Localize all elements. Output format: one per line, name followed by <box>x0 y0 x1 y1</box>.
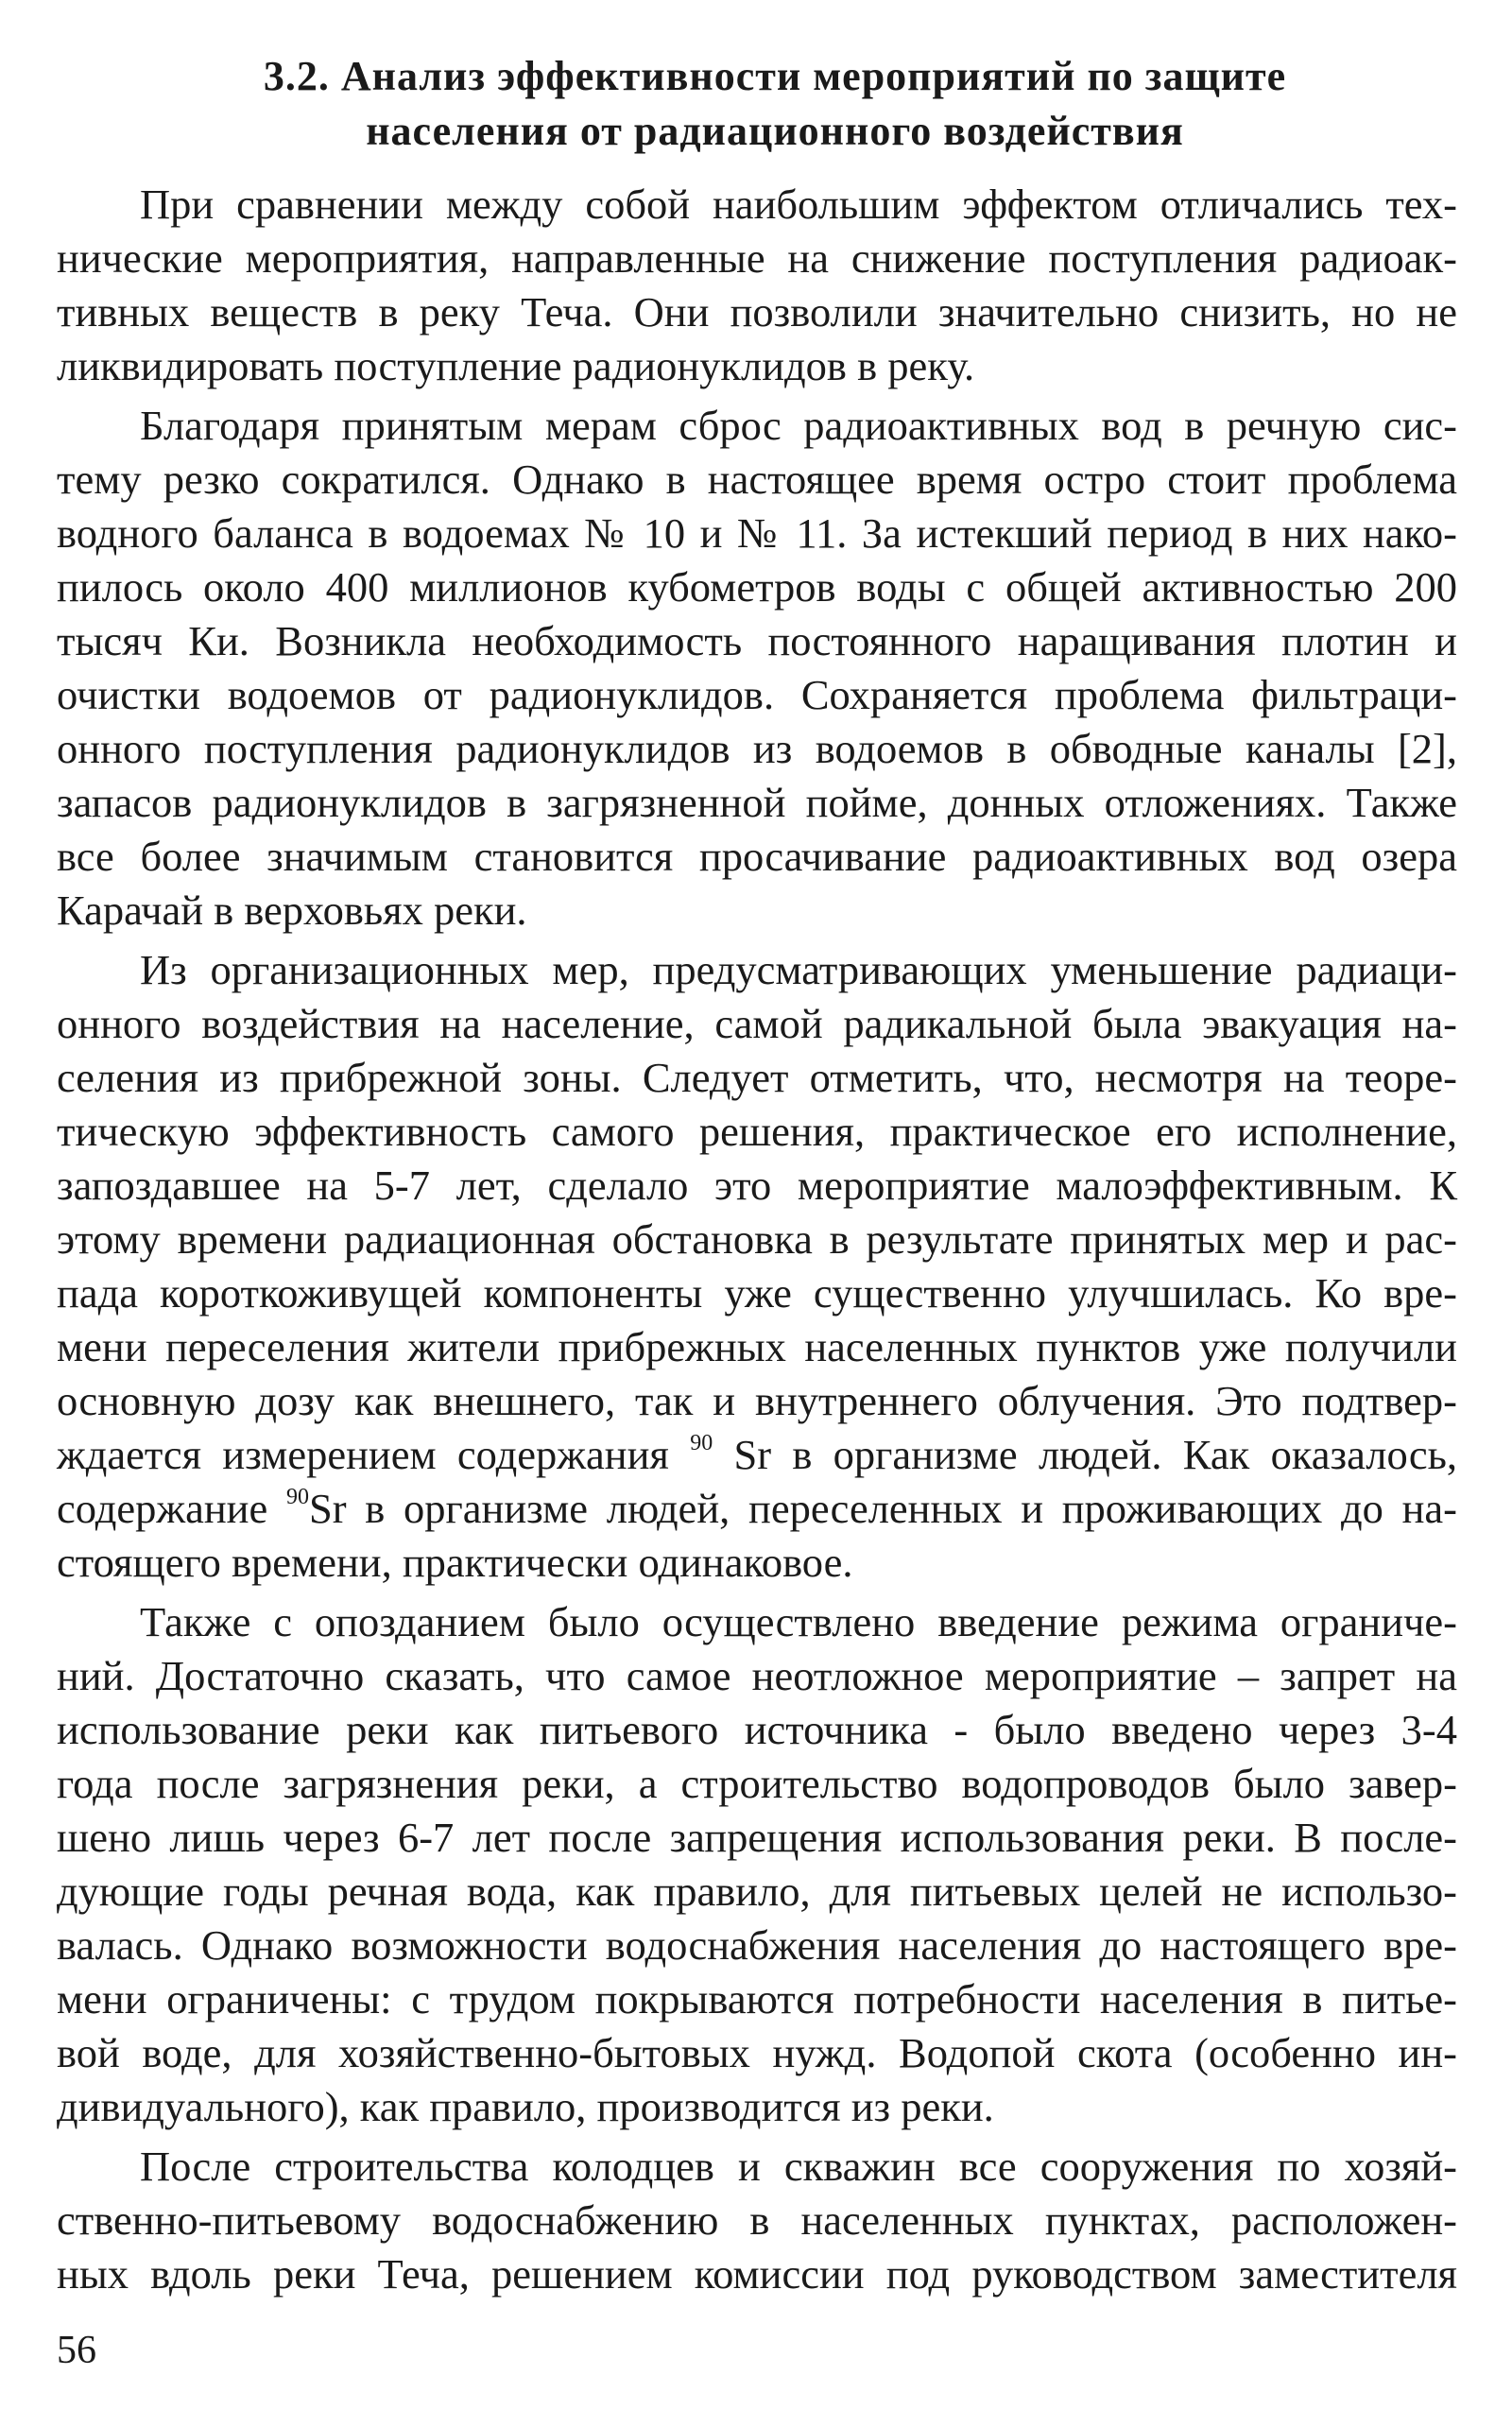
text-line: Также с опозданием было осуществлено введение режима ограниче- <box>140 1598 1457 1645</box>
text-line: запоздавшее на 5-7 лет, сделало это мероприятие малоэффективным. К <box>57 1162 1457 1209</box>
text-line: Из организационных мер, предусматривающих уменьшение радиаци- <box>140 946 1457 993</box>
text-line: ных вдоль реки Теча, решением комиссии под руководством заместителя <box>57 2250 1457 2298</box>
text-line: тысяч Ки. Возникла необходимость постоянного наращивания плотин и <box>57 617 1457 664</box>
text-line: основную дозу как внешнего, так и внутреннего облучения. Это подтвер- <box>57 1377 1457 1424</box>
text-line: водного баланса в водоемах № 10 и № 11. За истекший период в них нако- <box>57 509 1457 557</box>
text-line: шено лишь через 6-7 лет после запрещения использования реки. В после- <box>57 1814 1457 1861</box>
text-line-with-superscript <box>57 1428 1457 1482</box>
text-line: года после загрязнения реки, а строительство водопроводов было завер- <box>57 1760 1457 1807</box>
body-text <box>57 178 1457 2307</box>
paragraph-4 <box>57 1595 1457 2134</box>
text-line: онного воздействия на население, самой радикальной была эвакуация на- <box>57 1000 1457 1047</box>
text-line: использование реки как питьевого источника - было введено через 3-4 <box>57 1706 1457 1753</box>
text-line: тическую эффективность самого решения, практическое его исполнение, <box>57 1108 1457 1155</box>
paragraph-5 <box>57 2140 1457 2301</box>
text-line: очистки водоемов от радионуклидов. Сохраняется проблема фильтраци- <box>57 671 1457 718</box>
isotope-superscript: 90 <box>690 1431 713 1455</box>
text-line: пилось около 400 миллионов кубометров воды с общей активностью 200 <box>57 563 1457 611</box>
text-line: тивных веществ в реку Теча. Они позволили значительно снизить, но не <box>57 288 1457 336</box>
text-line: мени ограничены: с трудом покрываются потребности населения в питье- <box>57 1975 1457 2023</box>
text-line: дующие годы речная вода, как правило, для питьевых целей не использо- <box>57 1868 1457 1915</box>
text-segment: ждается измерением содержания <box>57 1431 691 1478</box>
text-line: стоящего времени, практически одинаковое. <box>57 1539 853 1586</box>
text-line: ственно-питьевому водоснабжению в населенных пунктах, расположен- <box>57 2196 1457 2244</box>
paragraph-1 <box>57 178 1457 393</box>
text-line: нические мероприятия, направленные на снижение поступления радиоак- <box>57 234 1457 282</box>
text-line: Карачай в верховьях реки. <box>57 887 527 934</box>
text-line: мени переселения жители прибрежных населенных пунктов уже получили <box>57 1323 1457 1370</box>
text-line: селения из прибрежной зоны. Следует отметить, что, несмотря на теоре- <box>57 1054 1457 1101</box>
text-line: ликвидировать поступление радионуклидов в реку. <box>57 342 975 389</box>
text-line: запасов радионуклидов в загрязненной пойме, донных отложениях. Также <box>57 779 1457 826</box>
text-line: При сравнении между собой наибольшим эффектом отличались тех- <box>140 181 1457 228</box>
section-heading <box>113 49 1436 159</box>
text-line: этому времени радиационная обстановка в результате принятых мер и рас- <box>57 1215 1457 1263</box>
text-line: пада короткоживущей компоненты уже существенно улучшилась. Ко вре- <box>57 1269 1457 1317</box>
text-line: дивидуального), как правило, производится из реки. <box>57 2083 994 2130</box>
text-line: все более значимым становится просачивание радиоактивных вод озера <box>57 833 1457 880</box>
text-line: Благодаря принятым мерам сброс радиоактивных вод в речную сис- <box>140 402 1457 449</box>
text-segment: Sr в организме людей. Как оказалось, <box>713 1431 1457 1478</box>
paragraph-2 <box>57 399 1457 938</box>
text-line: тему резко сократился. Однако в настоящее время остро стоит проблема <box>57 456 1457 503</box>
text-line: онного поступления радионуклидов из водоемов в обводные каналы [2], <box>57 725 1457 772</box>
section-heading-line-2: населения от радиационного воздействия <box>366 108 1184 154</box>
section-heading-line-1: 3.2. Анализ эффективности мероприятий по защите <box>263 53 1287 99</box>
text-line: После строительства колодцев и скважин все сооружения по хозяй- <box>140 2143 1457 2190</box>
isotope-superscript: 90 <box>285 1485 309 1509</box>
paragraph-3 <box>57 943 1457 1590</box>
text-segment: Sr в организме людей, переселенных и проживающих до на- <box>308 1485 1457 1532</box>
text-segment: содержание <box>57 1485 286 1532</box>
text-line: валась. Однако возможности водоснабжения населения до настоящего вре- <box>57 1921 1457 1969</box>
text-line-with-superscript <box>57 1482 1457 1536</box>
page-number: 56 <box>57 2329 96 2372</box>
text-line: ний. Достаточно сказать, что самое неотложное мероприятие – запрет на <box>57 1652 1457 1699</box>
text-line: вой воде, для хозяйственно-бытовых нужд. Водопой скота (особенно ин- <box>57 2029 1457 2076</box>
